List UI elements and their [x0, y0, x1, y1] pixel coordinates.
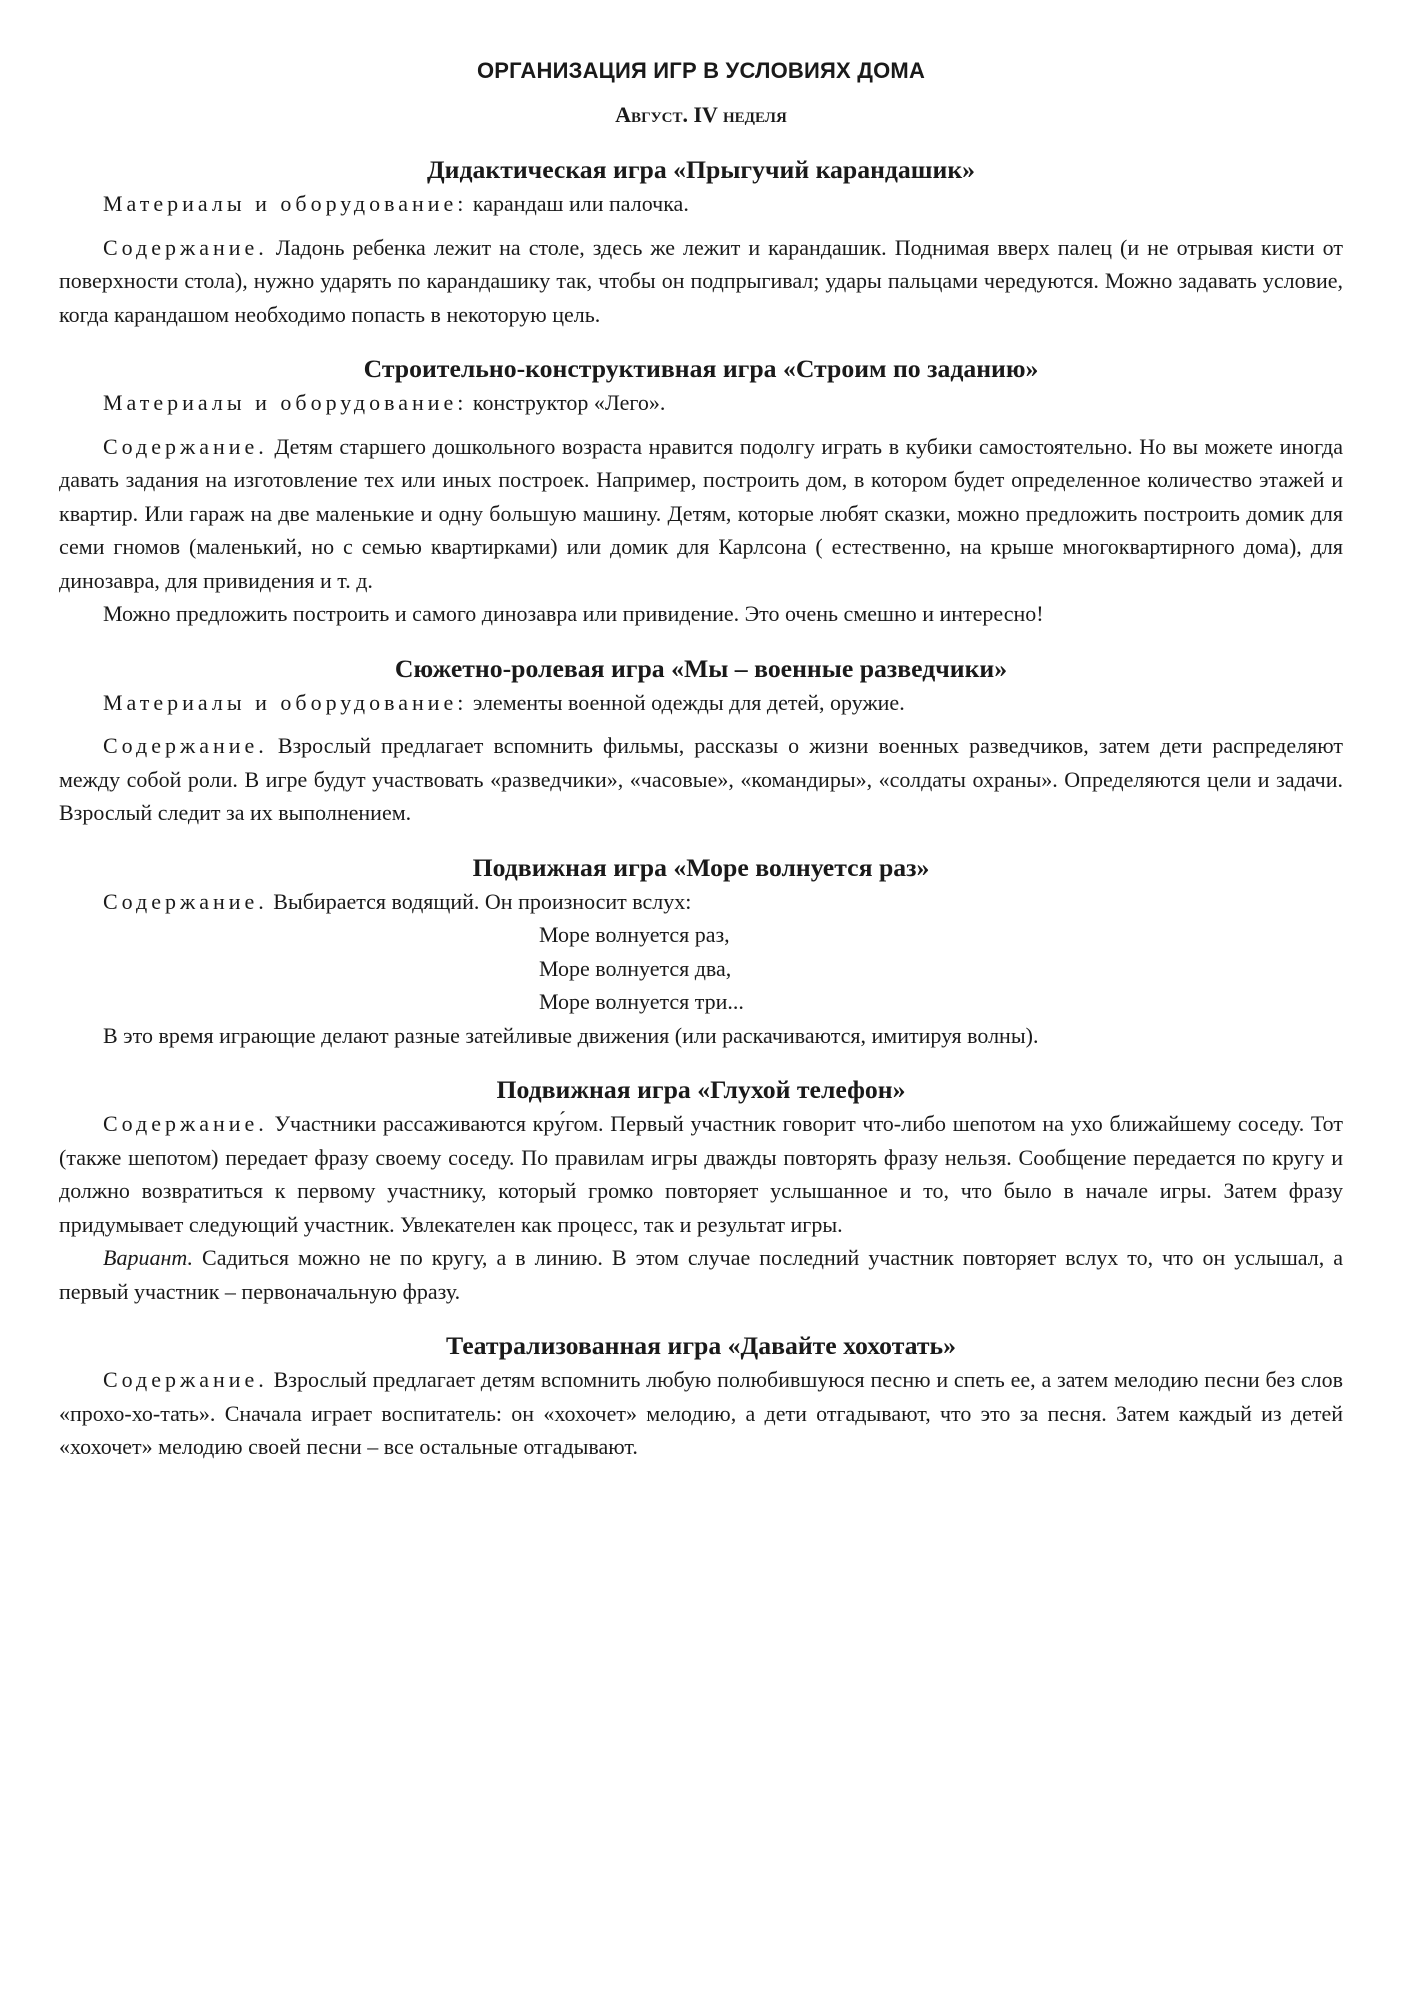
variant-label: Вариант.: [103, 1245, 194, 1270]
content-text: Взрослый предлагает детям вспомнить любую полюбившуюся песню и спеть ее, а затем мелодию песни без слов «прохо-хо-тать». Сначала играет воспитатель: он «хохочет» мелодию, а дети отгадывают, что это за песня. Затем каждый из детей «хохочет» мелодию своей песни – все остальные отгадывают.: [59, 1367, 1343, 1459]
verse-block: [59, 918, 1343, 1019]
content-label: Содержание.: [103, 433, 268, 459]
content-paragraph: [59, 1363, 1343, 1464]
materials-label: Материалы и оборудование:: [103, 390, 468, 415]
materials-paragraph: [59, 187, 1343, 221]
content-label: Содержание.: [103, 888, 268, 914]
materials-text: конструктор «Лего».: [467, 390, 666, 415]
materials-paragraph: [59, 686, 1343, 720]
section-lets-laugh: [59, 1328, 1343, 1464]
content-label: Содержание.: [103, 733, 268, 758]
content-paragraph: [59, 1107, 1343, 1241]
content-paragraph: [59, 729, 1343, 830]
section-heading: Театрализованная игра «Давайте хохотать»: [446, 1331, 956, 1360]
section-heading: Подвижная игра «Море волнуется раз»: [472, 852, 930, 882]
section-jumping-pencil: [59, 152, 1343, 331]
content-label: Содержание.: [103, 1111, 268, 1136]
section-heading: Подвижная игра «Глухой телефон»: [496, 1075, 906, 1104]
verse-line: Море волнуется раз,: [539, 922, 730, 947]
section-military-scouts: [59, 651, 1343, 830]
content-text: Ладонь ребенка лежит на столе, здесь же лежит и карандашик. Поднимая вверх палец (и не отрывая кисти от поверхности стола), нужно ударять по карандашику так, чтобы он подпрыгивал; удары пальцами чередуются. Можно задавать условие, когда карандашом необходимо попасть в некоторую цель.: [59, 234, 1343, 327]
content-text: Выбирается водящий. Он произносит вслух:: [267, 888, 692, 914]
section-broken-telephone: [59, 1072, 1343, 1308]
content-text: Взрослый предлагает вспомнить фильмы, рассказы о жизни военных разведчиков, затем дети распределяют между собой роли. В игре будут участвовать «разведчики», «часовые», «командиры», «солдаты охраны». Определяются цели и задачи. Взрослый следит за их выполнением.: [59, 733, 1343, 825]
content-paragraph: [59, 231, 1343, 332]
variant-paragraph: [59, 1241, 1343, 1308]
section-heading: Дидактическая игра «Прыгучий карандашик»: [426, 155, 976, 184]
content-paragraph: [59, 885, 1343, 919]
section-heading: Строительно-конструктивная игра «Строим по заданию»: [363, 354, 1039, 383]
document-title: ОРГАНИЗАЦИЯ ИГР В УСЛОВИЯХ ДОМА: [476, 58, 926, 83]
content-label: Содержание.: [103, 234, 268, 260]
content-label: Содержание.: [103, 1367, 268, 1392]
section-sea-waves: [59, 850, 1343, 1053]
section-heading: Сюжетно-ролевая игра «Мы – военные разведчики»: [394, 653, 1008, 683]
content-text: Детям старшего дошкольного возраста нравится подолгу играть в кубики самостоятельно. Но вы можете иногда давать задания на изготовление тех или иных построек. Например, построить дом, в котором будет определенное количество этажей и квартир. Или гараж на две маленькие и одну большую машину. Детям, которые любят сказки, можно предложить построить домик для семи гномов (маленький, но с семью квартирками) или домик для Карлсона ( естественно, на крыше многоквартирного дома), для динозавра, для привидения и т. д.: [59, 433, 1343, 593]
materials-label: Материалы и оборудование:: [103, 191, 468, 216]
content-paragraph: [59, 430, 1343, 598]
materials-text: элементы военной одежды для детей, оружие.: [467, 689, 905, 715]
variant-text: Садиться можно не по кругу, а в линию. В этом случае последний участник повторяет вслух то, что он услышал, а первый участник – первоначальную фразу.: [59, 1245, 1343, 1304]
content-text: Участники рассаживаются кру́гом. Первый участник говорит что-либо шепотом на ухо ближайшему соседу. Тот (также шепотом) передает фразу своему соседу. По правилам игры дважды повторять фразу нельзя. Сообщение передается по кругу и должно возвратиться к первому участнику, который громко повторяет услышанное и то, что было в начале игры. Затем фразу придумывает следующий участник. Увлекателен как процесс, так и результат игры.: [59, 1111, 1343, 1237]
materials-label: Материалы и оборудование:: [103, 689, 468, 715]
extra-paragraph: Можно предложить построить и самого динозавра или привидение. Это очень смешно и интересно!: [103, 601, 1044, 626]
verse-line: Море волнуется три...: [539, 989, 744, 1014]
section-build-by-task: [59, 351, 1343, 631]
document-subtitle: Август. IV неделя: [615, 102, 787, 127]
extra-paragraph: В это время играющие делают разные затейливые движения (или раскачиваются, имитируя волны).: [103, 1022, 1039, 1048]
materials-text: карандаш или палочка.: [467, 191, 689, 216]
materials-paragraph: [59, 386, 1343, 420]
verse-line: Море волнуется два,: [539, 955, 732, 981]
